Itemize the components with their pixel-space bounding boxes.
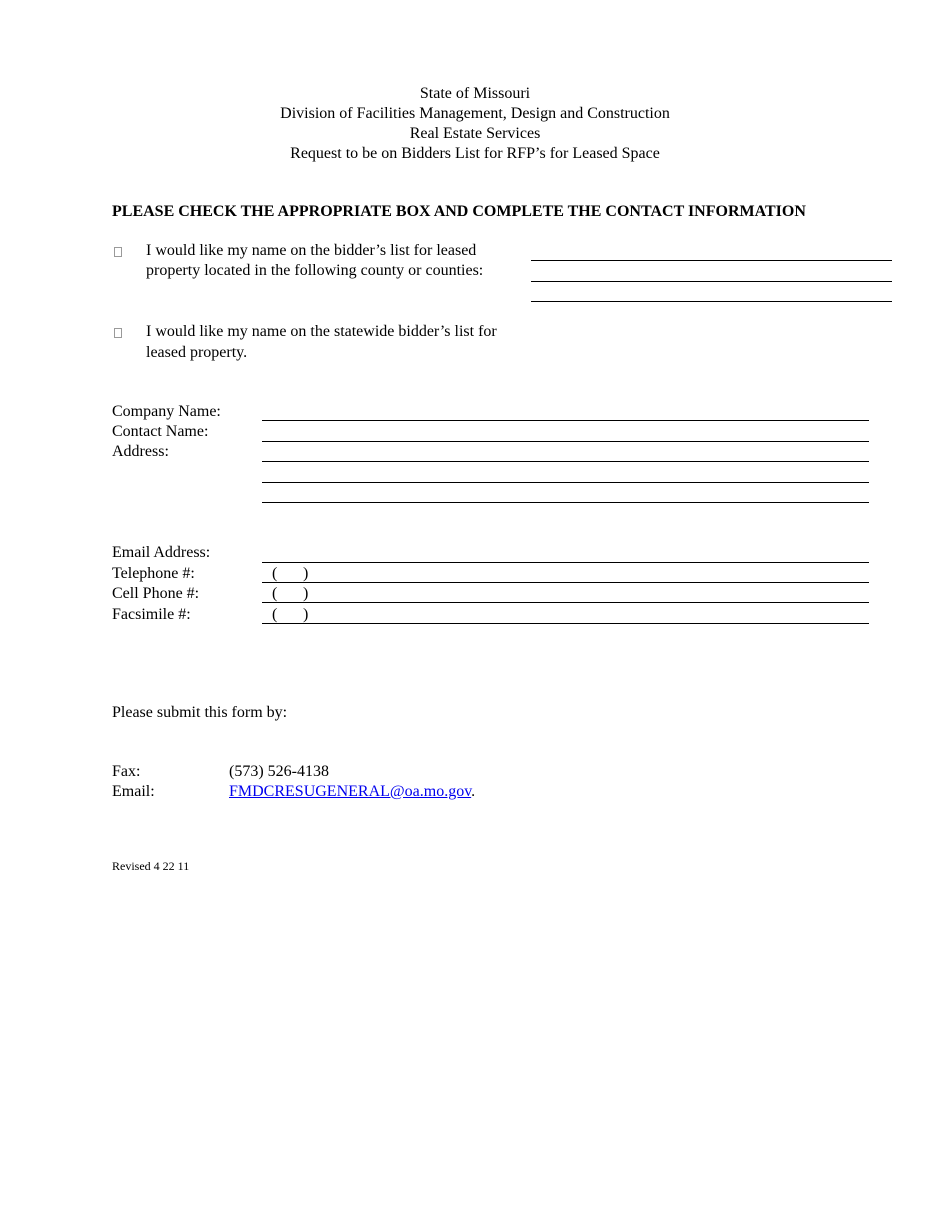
header-form-title: Request to be on Bidders List for RFP’s for Leased Space [290, 145, 660, 162]
statewide-option-line2: leased property. [146, 344, 248, 361]
telephone-field[interactable] [262, 564, 869, 583]
submit-fax-value: (573) 526-4138 [229, 763, 329, 780]
cell-phone-field[interactable] [262, 584, 869, 603]
header-state: State of Missouri [419, 85, 531, 102]
address-field-2[interactable] [262, 464, 869, 483]
submit-email-link[interactable]: FMDCRESUGENERAL@oa.mo.gov [229, 783, 472, 800]
county-option-line2: property located in the following county or counties: [146, 262, 484, 279]
facsimile-field[interactable] [262, 605, 869, 624]
header-division: Division of Facilities Management, Design and Construction [280, 105, 670, 122]
telephone-label: Telephone #: [112, 565, 195, 582]
county-field-1[interactable] [531, 242, 892, 261]
county-checkbox[interactable] [114, 247, 122, 257]
company-name-field[interactable] [262, 402, 869, 421]
submit-email-period: . [471, 783, 476, 800]
company-name-label: Company Name: [112, 403, 221, 420]
telephone-paren-close: ) [303, 565, 309, 582]
revised-date: Revised 4 22 11 [112, 859, 190, 873]
address-field-3[interactable] [262, 484, 869, 503]
contact-name-label: Contact Name: [112, 423, 209, 440]
cell-phone-paren-close: ) [303, 585, 309, 602]
submit-fax-label: Fax: [112, 763, 141, 780]
telephone-paren-open: ( [272, 565, 278, 582]
facsimile-paren-close: ) [303, 606, 309, 623]
contact-name-field[interactable] [262, 423, 869, 442]
header-services: Real Estate Services [409, 125, 541, 142]
email-address-label: Email Address: [112, 544, 211, 561]
address-label: Address: [112, 443, 169, 460]
email-address-field[interactable] [262, 544, 869, 563]
submit-intro: Please submit this form by: [112, 704, 288, 721]
county-option-line1: I would like my name on the bidder’s list for leased [146, 242, 477, 259]
instruction-heading: PLEASE CHECK THE APPROPRIATE BOX AND COMPLETE THE CONTACT INFORMATION [112, 203, 806, 220]
cell-phone-paren-open: ( [272, 585, 278, 602]
cell-phone-label: Cell Phone #: [112, 585, 200, 602]
submit-email-label: Email: [112, 783, 155, 800]
facsimile-label: Facsimile #: [112, 606, 191, 623]
facsimile-paren-open: ( [272, 606, 278, 623]
statewide-option-line1: I would like my name on the statewide bidder’s list for [146, 323, 497, 340]
county-field-2[interactable] [531, 263, 892, 282]
statewide-checkbox[interactable] [114, 328, 122, 338]
address-field-1[interactable] [262, 443, 869, 462]
submit-email-line [229, 782, 475, 802]
county-field-3[interactable] [531, 283, 892, 302]
